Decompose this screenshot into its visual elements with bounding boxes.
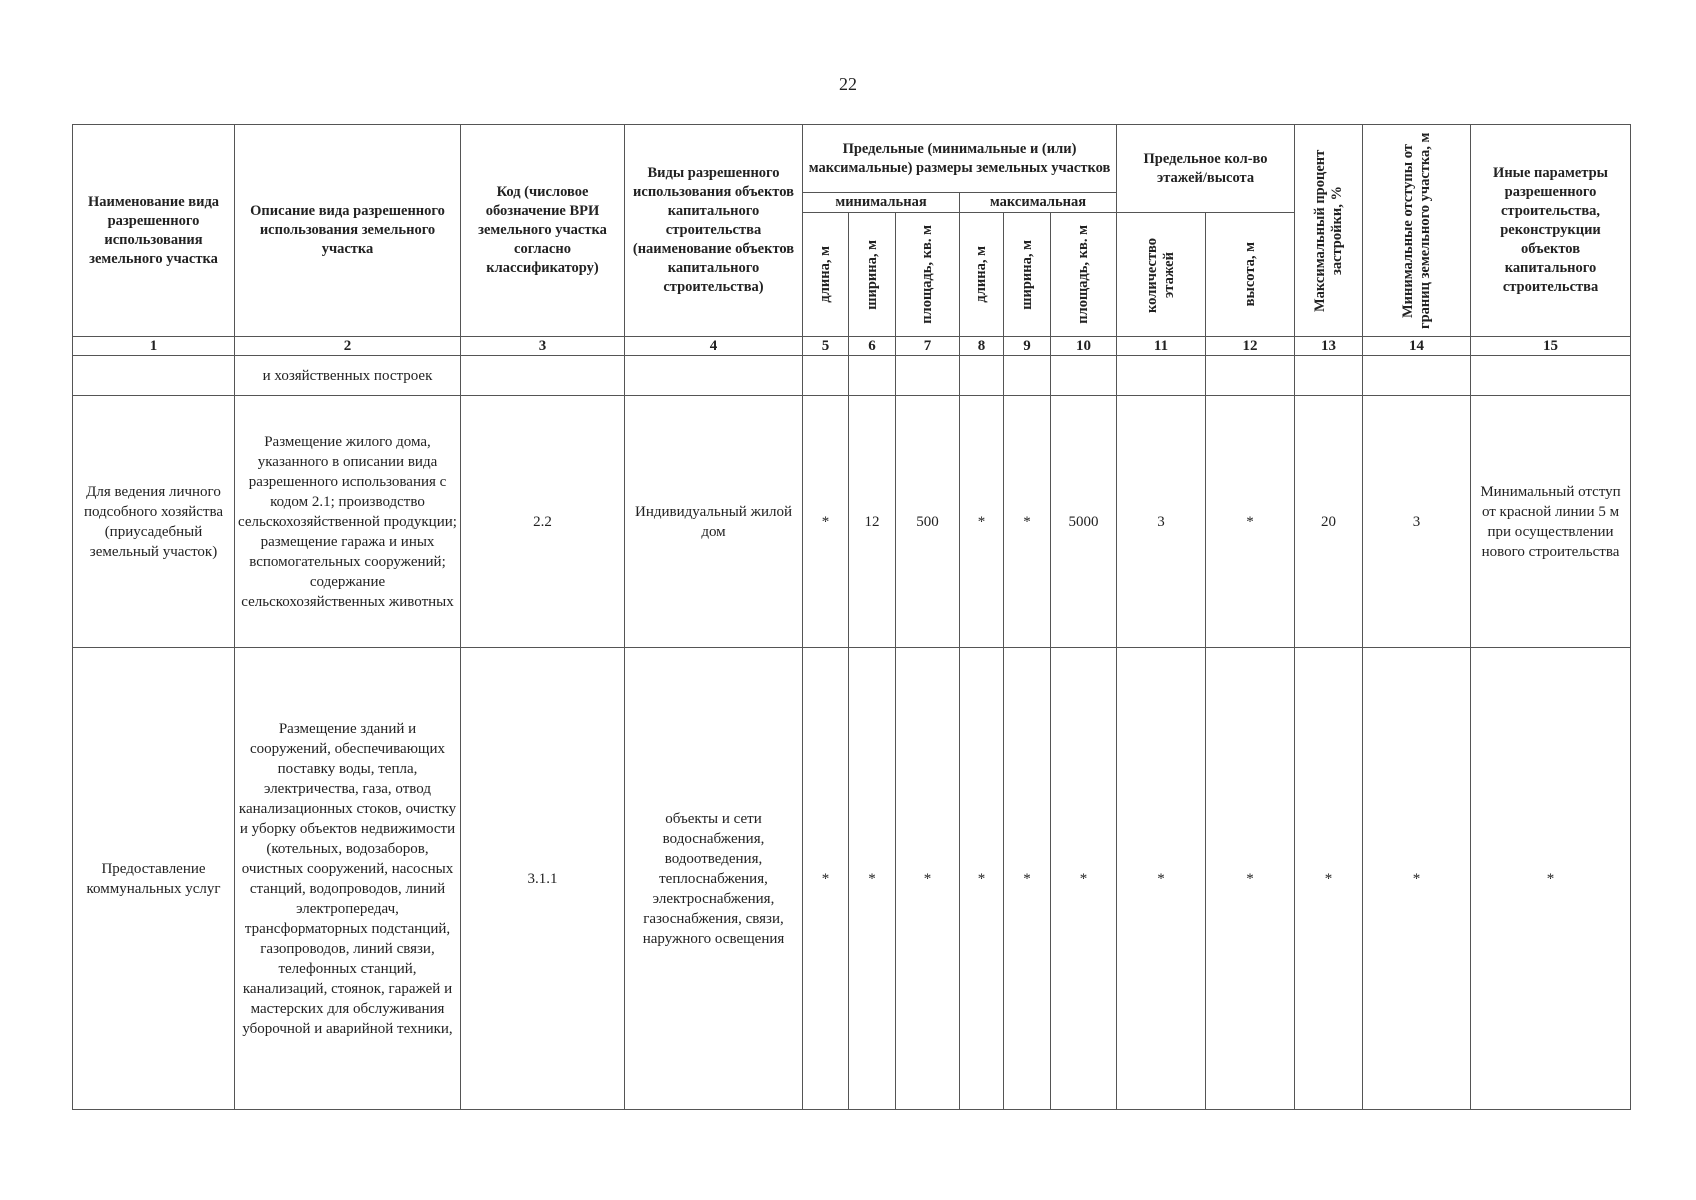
- header-other-params: Иные параметры разрешенного строительства, реконструкции объектов капитального строительства: [1471, 125, 1631, 337]
- column-number: 14: [1363, 337, 1471, 356]
- header-max-area: площадь, кв. м: [1051, 213, 1117, 337]
- header-max-width: ширина, м: [1004, 213, 1051, 337]
- table-cell: *: [1295, 648, 1363, 1110]
- table-cell: *: [1206, 648, 1295, 1110]
- table-cell: Размещение зданий и сооружений, обеспечивающих поставку воды, тепла, электричества, газа, отвод канализационных стоков, очистку и уборку объектов недвижимости (котельных, водозаборов, очистных сооружений, насосных станций, водопроводов, линий электропередач, трансформаторных подстанций, газопроводов, линий связи, телефонных станций, канализаций, стоянок, гаражей и мастерских для обслуживания уборочной и аварийной техники,: [235, 648, 461, 1110]
- column-numbers-row: [73, 337, 1631, 356]
- table-cell: объекты и сети водоснабжения, водоотведения, теплоснабжения, электроснабжения, газоснабжения, связи, наружного освещения: [625, 648, 803, 1110]
- table-row: [73, 648, 1631, 1110]
- header-code: Код (числовое обозначение ВРИ земельного участка согласно классификатору): [461, 125, 625, 337]
- column-number: 10: [1051, 337, 1117, 356]
- table-cell: 2.2: [461, 396, 625, 648]
- table-cell: *: [1117, 648, 1206, 1110]
- table-cell: [461, 356, 625, 396]
- table-cell: *: [849, 648, 896, 1110]
- header-build-percent: Максимальный процент застройки, %: [1295, 125, 1363, 337]
- table-cell: *: [1004, 396, 1051, 648]
- table-cell: *: [1363, 648, 1471, 1110]
- table-cell: 3: [1363, 396, 1471, 648]
- table-row: [73, 356, 1631, 396]
- table-row: [73, 396, 1631, 648]
- column-number: 6: [849, 337, 896, 356]
- header-description: Описание вида разрешенного использования земельного участка: [235, 125, 461, 337]
- table-cell: [1117, 356, 1206, 396]
- table-cell: *: [803, 396, 849, 648]
- header-max: максимальная: [960, 193, 1117, 213]
- column-number: 5: [803, 337, 849, 356]
- header-floors-height: Предельное кол-во этажей/высота: [1117, 125, 1295, 213]
- header-height: высота, м: [1206, 213, 1295, 337]
- column-number: 9: [1004, 337, 1051, 356]
- table-cell: *: [1051, 648, 1117, 1110]
- table-cell: и хозяйственных построек: [235, 356, 461, 396]
- table-cell: [1206, 356, 1295, 396]
- table-cell: [73, 356, 235, 396]
- table-cell: *: [896, 648, 960, 1110]
- header-min: минимальная: [803, 193, 960, 213]
- header-name: Наименование вида разрешенного использования земельного участка: [73, 125, 235, 337]
- header-oks-types: Виды разрешенного использования объектов капитального строительства (наименование объектов капитального строительства): [625, 125, 803, 337]
- column-number: 4: [625, 337, 803, 356]
- table-cell: [849, 356, 896, 396]
- header-min-area: площадь, кв. м: [896, 213, 960, 337]
- table-cell: [1004, 356, 1051, 396]
- column-number: 7: [896, 337, 960, 356]
- column-number: 15: [1471, 337, 1631, 356]
- table-cell: [1051, 356, 1117, 396]
- table-cell: Минимальный отступ от красной линии 5 м при осуществлении нового строительства: [1471, 396, 1631, 648]
- column-number: 8: [960, 337, 1004, 356]
- table-cell: [960, 356, 1004, 396]
- zoning-table: [72, 124, 1631, 1110]
- header-min-width: ширина, м: [849, 213, 896, 337]
- column-number: 3: [461, 337, 625, 356]
- header-min-setbacks: Минимальные отступы от границ земельного участка, м: [1363, 125, 1471, 337]
- table-cell: *: [960, 648, 1004, 1110]
- table-cell: 3.1.1: [461, 648, 625, 1110]
- table-cell: *: [1471, 648, 1631, 1110]
- table-cell: [1363, 356, 1471, 396]
- column-number: 11: [1117, 337, 1206, 356]
- table-cell: 12: [849, 396, 896, 648]
- table-cell: 5000: [1051, 396, 1117, 648]
- table-cell: *: [1206, 396, 1295, 648]
- table-cell: [1295, 356, 1363, 396]
- column-number: 1: [73, 337, 235, 356]
- header-min-length: длина, м: [803, 213, 849, 337]
- table-cell: Индивидуальный жилой дом: [625, 396, 803, 648]
- table-cell: [1471, 356, 1631, 396]
- table-cell: 500: [896, 396, 960, 648]
- table-cell: Предоставление коммунальных услуг: [73, 648, 235, 1110]
- page-number: 22: [839, 74, 857, 94]
- column-number: 12: [1206, 337, 1295, 356]
- table-cell: Для ведения личного подсобного хозяйства (приусадебный земельный участок): [73, 396, 235, 648]
- table-cell: *: [960, 396, 1004, 648]
- column-number: 2: [235, 337, 461, 356]
- header-floors: количество этажей: [1117, 213, 1206, 337]
- table-cell: 3: [1117, 396, 1206, 648]
- table-cell: Размещение жилого дома, указанного в описании вида разрешенного использования с кодом 2.1; производство сельскохозяйственной продукции; размещение гаража и иных вспомогательных сооружений; содержание сельскохозяйственных животных: [235, 396, 461, 648]
- header-max-length: длина, м: [960, 213, 1004, 337]
- table-cell: [625, 356, 803, 396]
- table-cell: *: [1004, 648, 1051, 1110]
- table-cell: *: [803, 648, 849, 1110]
- table-cell: 20: [1295, 396, 1363, 648]
- header-limit-sizes: Предельные (минимальные и (или) максимальные) размеры земельных участков: [803, 125, 1117, 193]
- column-number: 13: [1295, 337, 1363, 356]
- table-cell: [896, 356, 960, 396]
- table-cell: [803, 356, 849, 396]
